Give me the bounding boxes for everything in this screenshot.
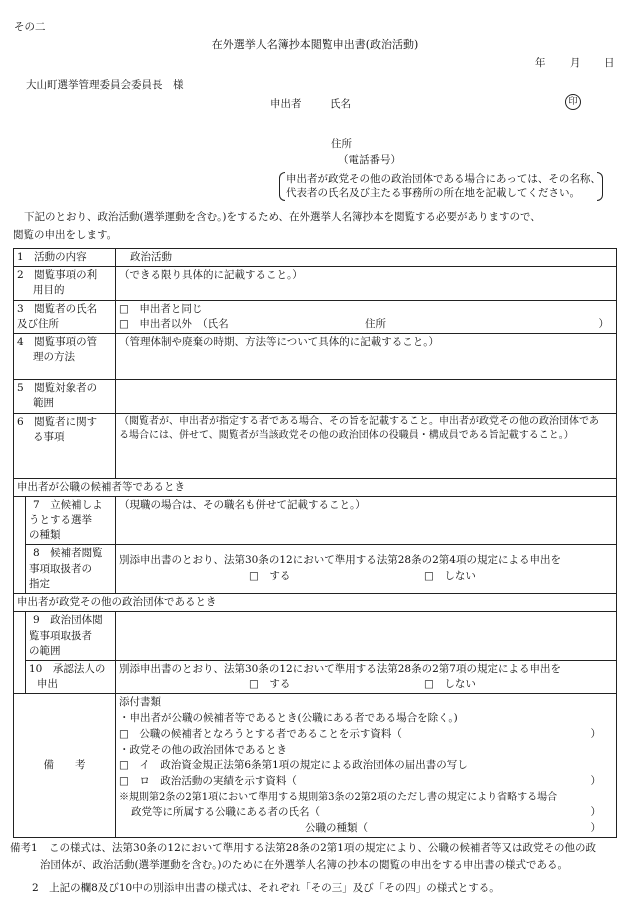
row6-label-line2: る事項 bbox=[33, 430, 65, 443]
row8-label-line1: 8 候補者閲覧 bbox=[33, 547, 103, 560]
section-header-candidate bbox=[14, 478, 617, 496]
date-year-label: 年 bbox=[535, 57, 546, 69]
row9-label-line1: 9 政治団体閲 bbox=[33, 614, 103, 627]
attachment-line1: ・申出者が公職の候補者等であるとき(公職にある者である場合を除く。) bbox=[119, 712, 458, 725]
row7-label-line1: 7 立候補しよ bbox=[33, 498, 103, 511]
other-than-applicant-checkbox[interactable]: □ 申出者以外 （氏名 bbox=[119, 317, 229, 330]
attachment-line2-row bbox=[119, 727, 613, 743]
row10-label bbox=[26, 660, 116, 693]
attachment-line3: ・政党その他の政治団体であるとき bbox=[119, 743, 287, 756]
row10-yes-checkbox[interactable]: □ する bbox=[249, 678, 291, 691]
row5-label-line2: 範囲 bbox=[33, 397, 54, 410]
table-row bbox=[14, 496, 617, 545]
table-row bbox=[14, 267, 617, 300]
remarks-label: 備 考 bbox=[14, 694, 116, 838]
date-day-label: 日 bbox=[604, 57, 615, 69]
close-paren: ） bbox=[590, 775, 601, 788]
row2-label-line2: 用目的 bbox=[33, 284, 65, 297]
phone-label: （電話番号） bbox=[338, 154, 401, 166]
row10-choices bbox=[119, 677, 613, 691]
addressee: 大山町選挙管理委員会委員長 様 bbox=[26, 79, 184, 91]
row6-value-line2: る場合には、併せて、閲覧者が当該政党その他の政治団体の役職員・構成員である旨記載すること。） bbox=[119, 430, 574, 442]
table-row bbox=[14, 413, 617, 478]
viewer-close-paren: ） bbox=[598, 317, 609, 330]
target-scope-field[interactable] bbox=[116, 380, 617, 413]
bracket-left bbox=[279, 172, 285, 201]
attachment-line5-row bbox=[119, 774, 613, 790]
row9-label-line2: 覧事項取扱者 bbox=[29, 629, 92, 642]
table-row bbox=[14, 694, 617, 838]
indent-cell bbox=[14, 496, 26, 545]
row8-value: 別添申出書のとおり、法第30条の12において準用する法第28条の2第4項の規定による申出を bbox=[119, 554, 561, 567]
address-label: 住所 bbox=[331, 138, 352, 150]
row4-label bbox=[14, 334, 116, 380]
row3-label-line2: 及び住所 bbox=[17, 317, 59, 330]
note-2: 2 上記の欄8及び10中の別添申出書の様式は、それぞれ「その三」及び「その四」の様式とする。 bbox=[32, 882, 500, 894]
row2-label-line1: 2 閲覧事項の利 bbox=[17, 269, 98, 282]
row8-no-checkbox[interactable]: □ しない bbox=[424, 569, 476, 582]
attachment-line7-row bbox=[119, 805, 613, 821]
party-notice-checkbox[interactable]: □ イ 政治資金規正法第6条第1項の規定による政治団体の届出書の写し bbox=[119, 759, 468, 772]
bracket-note-line1: 申出者が政党その他の政治団体である場合にあっては、その名称、 bbox=[286, 173, 601, 185]
row4-label-line1: 4 閲覧事項の管 bbox=[17, 336, 98, 349]
row6-label-line1: 6 閲覧者に関す bbox=[17, 415, 98, 428]
row3-label bbox=[14, 300, 116, 333]
table-row bbox=[14, 612, 617, 661]
row9-label bbox=[26, 612, 116, 661]
row10-label-line1: 10 承認法人の bbox=[29, 662, 106, 675]
row10-no-checkbox[interactable]: □ しない bbox=[424, 678, 476, 691]
row10-value: 別添申出書のとおり、法第30条の12において準用する法第28条の2第7項の規定による申出を bbox=[119, 662, 561, 675]
attachment-line8-row bbox=[119, 821, 613, 837]
table-row bbox=[14, 660, 617, 693]
approved-corp-field bbox=[116, 660, 617, 693]
intro-line1: 下記のとおり、政治活動(選挙運動を含む。)をするため、在外選挙人名簿抄本を閲覧する必要がありますので、 bbox=[24, 211, 541, 223]
bracket-note-line2: 代表者の氏名及び主たる事務所の所在地を記載してください。 bbox=[286, 187, 580, 199]
candidate-proof-checkbox[interactable]: □ 公職の候補者となろうとする者であることを示す資料（ bbox=[119, 727, 402, 740]
other-than-applicant-row bbox=[119, 317, 613, 332]
applicant-label: 申出者 bbox=[270, 98, 302, 110]
note-1-line2: 治団体が、政治活動(選挙運動を含む。)のために在外選挙人名簿の抄本の閲覧の申出をする申出書の様式である。 bbox=[40, 859, 568, 871]
note-1 bbox=[10, 840, 596, 856]
close-paren: ） bbox=[590, 727, 601, 740]
intro-line2: 閲覧の申出をします。 bbox=[13, 229, 118, 241]
seal-mark: 印 bbox=[565, 94, 581, 110]
activity-content-field[interactable]: 政治活動 bbox=[116, 249, 617, 267]
row1-label: 1 活動の内容 bbox=[14, 249, 116, 267]
form-number: その二 bbox=[14, 21, 46, 33]
row8-label-line2: 事項取扱者の bbox=[29, 562, 92, 575]
indent-cell bbox=[14, 545, 26, 594]
row8-yes-checkbox[interactable]: □ する bbox=[249, 569, 291, 582]
row6-label bbox=[14, 413, 116, 478]
table-row bbox=[14, 380, 617, 413]
close-paren: ） bbox=[590, 821, 601, 834]
row8-label-line3: 指定 bbox=[29, 577, 50, 590]
application-table bbox=[13, 248, 617, 838]
candidate-handler-field bbox=[116, 545, 617, 594]
official-type-field[interactable]: 公職の種類（ bbox=[305, 821, 368, 834]
row5-label-line1: 5 閲覧対象者の bbox=[17, 382, 98, 395]
row4-label-line2: 理の方法 bbox=[33, 351, 75, 364]
row10-label-line2: 申出 bbox=[37, 678, 58, 691]
indent-cell bbox=[14, 660, 26, 693]
row8-choices bbox=[119, 569, 613, 583]
indent-cell bbox=[14, 612, 26, 661]
row2-label bbox=[14, 267, 116, 300]
purpose-field[interactable]: （できる限り具体的に記載すること。） bbox=[116, 267, 617, 300]
table-row bbox=[14, 300, 617, 333]
attachments-cell bbox=[116, 694, 617, 838]
close-paren: ） bbox=[590, 805, 601, 818]
attachments-title: 添付書類 bbox=[119, 696, 161, 709]
row5-label bbox=[14, 380, 116, 413]
section-party-label: 申出者が政党その他の政治団体であるとき bbox=[14, 594, 617, 612]
table-row bbox=[14, 249, 617, 267]
row9-label-line3: の範囲 bbox=[29, 644, 61, 657]
row7-label-line2: うとする選挙 bbox=[29, 513, 92, 526]
attachment-line6: ※規則第2条の2第1項において準用する規則第3条の2第2項のただし書の規定により省略する場合 bbox=[119, 791, 558, 803]
date-month-label: 月 bbox=[570, 57, 581, 69]
table-row bbox=[14, 334, 617, 380]
note-1-head: 備考1 bbox=[10, 842, 38, 854]
row8-label bbox=[26, 545, 116, 594]
table-row bbox=[14, 545, 617, 594]
form-title: 在外選挙人名簿抄本閲覧申出書(政治活動) bbox=[211, 38, 419, 51]
same-as-applicant-checkbox[interactable]: □ 申出者と同じ bbox=[119, 302, 203, 315]
official-name-field[interactable]: 政党等に所属する公職にある者の氏名（ bbox=[131, 805, 320, 818]
management-field[interactable]: （管理体制や廃棄の時期、方法等について具体的に記載すること。） bbox=[116, 334, 617, 380]
section-header-party bbox=[14, 594, 617, 612]
section-candidate-label: 申出者が公職の候補者等であるとき bbox=[14, 478, 617, 496]
note-1-line1: この様式は、法第30条の12において準用する法第28条の2第1項の規定により、公職の候補者等又は政党その他の政 bbox=[49, 842, 596, 854]
party-handler-scope-field[interactable] bbox=[116, 612, 617, 661]
row6-value-line1: （閲覧者が、申出者が指定する者である場合、その旨を記載すること。申出者が政党その他の政治団体であ bbox=[119, 415, 599, 427]
viewer-matters-field[interactable] bbox=[116, 413, 617, 478]
row7-label bbox=[26, 496, 116, 545]
viewer-field[interactable] bbox=[116, 300, 617, 333]
election-type-field[interactable]: （現職の場合は、その職名も併せて記載すること。） bbox=[116, 496, 617, 545]
activity-record-checkbox[interactable]: □ ロ 政治活動の実績を示す資料（ bbox=[119, 775, 297, 788]
viewer-address-label: 住所 bbox=[365, 317, 386, 330]
row3-label-line1: 3 閲覧者の氏名 bbox=[17, 302, 98, 315]
name-label: 氏名 bbox=[330, 98, 351, 110]
row7-label-line3: の種類 bbox=[29, 529, 61, 542]
